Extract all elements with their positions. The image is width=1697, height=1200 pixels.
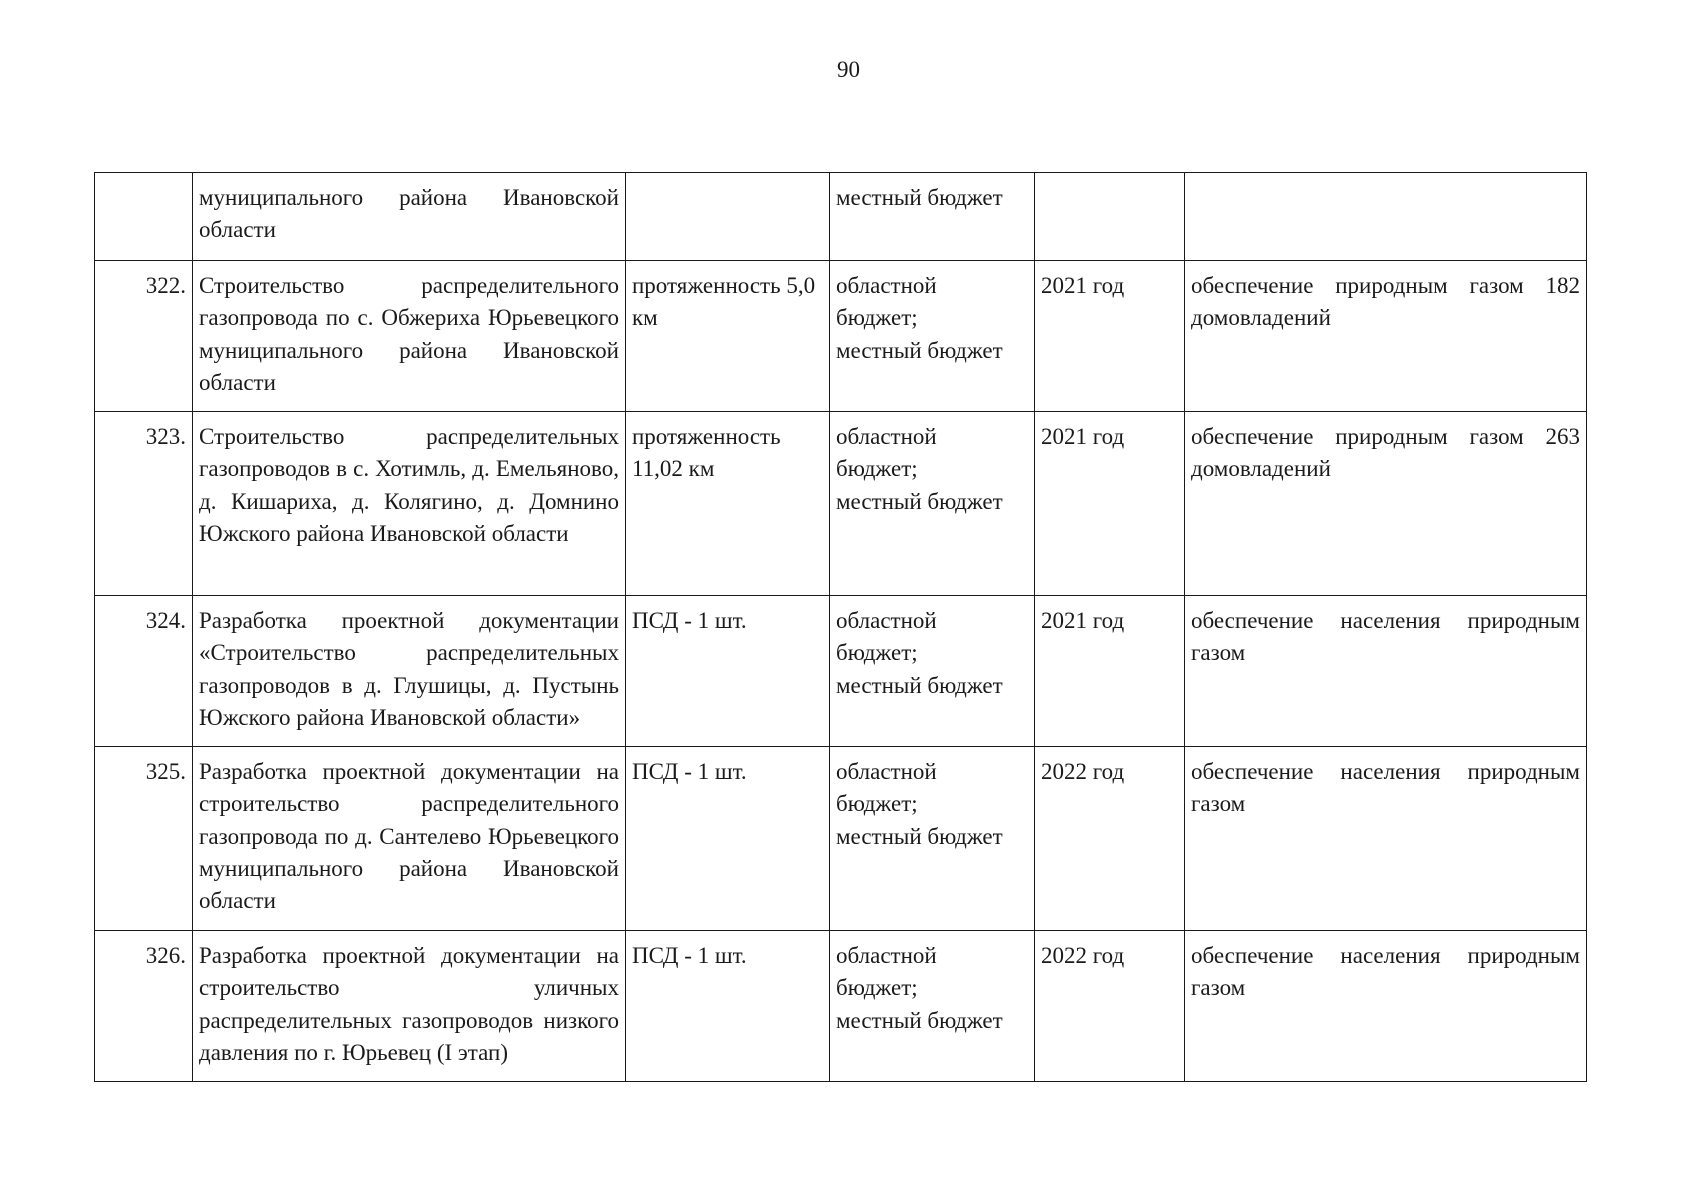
- expected-result: обеспечение населения природным газом: [1185, 931, 1587, 1082]
- page-number: 90: [837, 57, 860, 82]
- capacity-cell: ПСД - 1 шт.: [626, 931, 830, 1082]
- table-row: [95, 596, 1587, 747]
- capacity-cell: ПСД - 1 шт.: [626, 747, 830, 931]
- table-row: [95, 931, 1587, 1082]
- gasification-table: [94, 172, 1587, 1082]
- implementation-year: 2021 год: [1035, 412, 1185, 596]
- funding-source: областной бюджет; местный бюджет: [830, 261, 1035, 412]
- project-name: Строительство распределительного газопровода по с. Обжериха Юрьевецкого муниципального района Ивановской области: [193, 261, 626, 412]
- row-number: 324.: [95, 596, 193, 747]
- table-row: [95, 747, 1587, 931]
- capacity-cell: протяженность 5,0 км: [626, 261, 830, 412]
- project-name: Разработка проектной документации на строительство распределительного газопровода по д. Сантелево Юрьевецкого муниципального района Ивановской области: [193, 747, 626, 931]
- funding-source: областной бюджет; местный бюджет: [830, 596, 1035, 747]
- project-name: Строительство распределительных газопроводов в с. Хотимль, д. Емельяново, д. Кишариха, д. Колягино, д. Домнино Южского района Ивановской области: [193, 412, 626, 596]
- capacity-cell: протяженность 11,02 км: [626, 412, 830, 596]
- expected-result: обеспечение природным газом 263 домовладений: [1185, 412, 1587, 596]
- row-number: 323.: [95, 412, 193, 596]
- implementation-year: 2021 год: [1035, 261, 1185, 412]
- project-name: муниципального района Ивановской области: [193, 173, 626, 261]
- funding-source: местный бюджет: [830, 173, 1035, 261]
- funding-source: областной бюджет; местный бюджет: [830, 412, 1035, 596]
- expected-result: обеспечение населения природным газом: [1185, 596, 1587, 747]
- row-number: 322.: [95, 261, 193, 412]
- implementation-year: 2022 год: [1035, 747, 1185, 931]
- funding-source: областной бюджет; местный бюджет: [830, 931, 1035, 1082]
- row-number: 325.: [95, 747, 193, 931]
- row-number: [95, 173, 193, 261]
- funding-source: областной бюджет; местный бюджет: [830, 747, 1035, 931]
- project-name: Разработка проектной документации «Строительство распределительных газопроводов в д. Глушицы, д. Пустынь Южского района Ивановской области»: [193, 596, 626, 747]
- capacity-cell: ПСД - 1 шт.: [626, 596, 830, 747]
- row-number: 326.: [95, 931, 193, 1082]
- expected-result: [1185, 173, 1587, 261]
- expected-result: обеспечение природным газом 182 домовладений: [1185, 261, 1587, 412]
- table-row: [95, 173, 1587, 261]
- implementation-year: 2022 год: [1035, 931, 1185, 1082]
- implementation-year: 2021 год: [1035, 596, 1185, 747]
- table-row: [95, 261, 1587, 412]
- implementation-year: [1035, 173, 1185, 261]
- project-name: Разработка проектной документации на строительство уличных распределительных газопроводов низкого давления по г. Юрьевец (I этап): [193, 931, 626, 1082]
- table-row: [95, 412, 1587, 596]
- capacity-cell: [626, 173, 830, 261]
- expected-result: обеспечение населения природным газом: [1185, 747, 1587, 931]
